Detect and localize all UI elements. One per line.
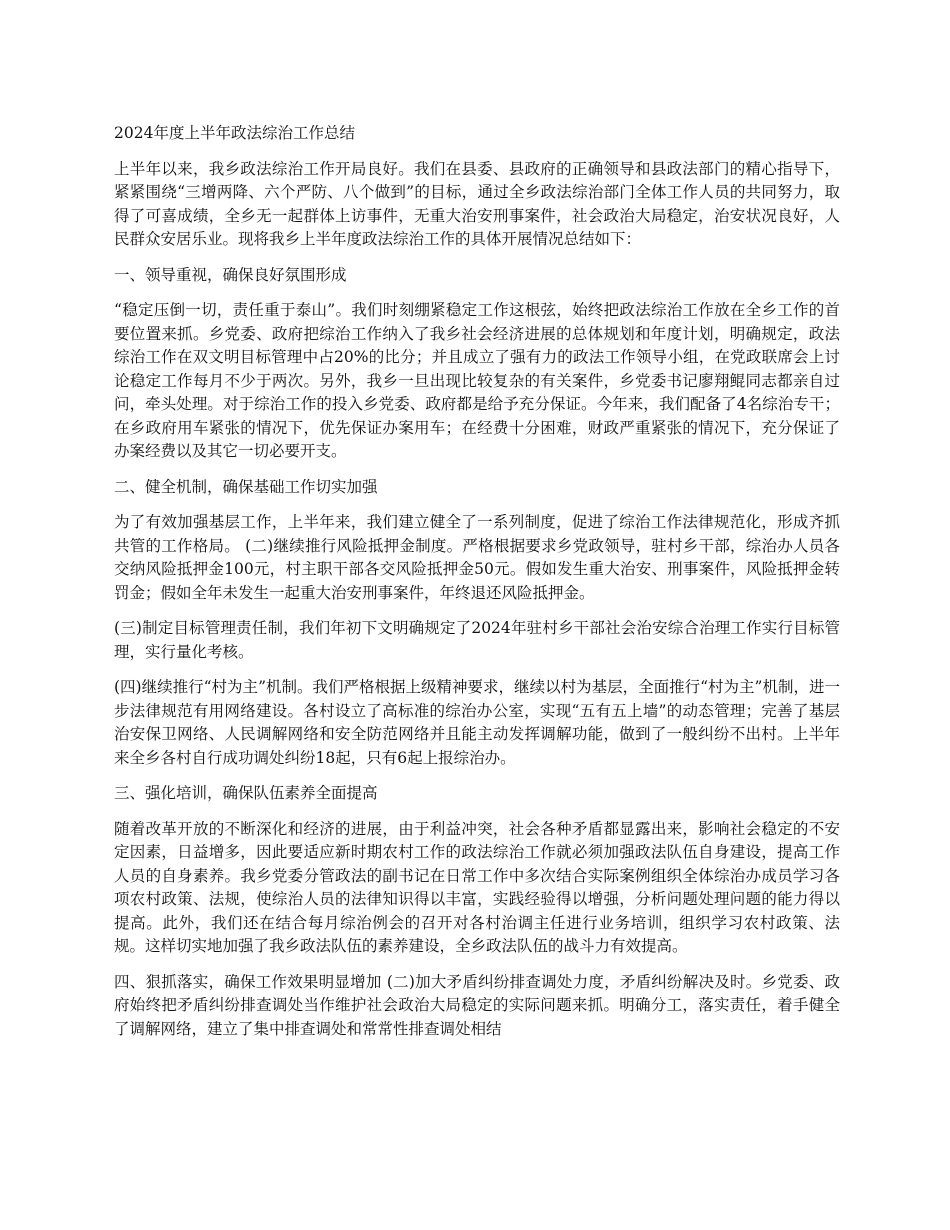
section-heading-3: 三、强化培训，确保队伍素养全面提高 bbox=[114, 784, 378, 802]
paragraph-village-mechanism: (四)继续推行“村为主”机制。我们严格根据上级精神要求，继续以村为基层，全面推行“村为主”机制，进一步法律规范有用网络建设。各村设立了高标准的综治办公室，实现“五有五上墙”的动态管理；完善了基层治安保卫网络、人民调解网络和安全防范网络并且能主动发挥调解功能，做到了一般纠纷不出村。上半年来全乡各村自行成功调处纠纷18起，只有6起上报综治办。 bbox=[114, 678, 840, 767]
section-heading-2: 二、健全机制，确保基础工作切实加强 bbox=[114, 477, 378, 496]
paragraph-target-management: (三)制定目标管理责任制，我们年初下文明确规定了2024年驻村乡干部社会治安综合治理工作实行目标管理，实行量化考核。 bbox=[114, 619, 840, 661]
paragraph-intro: 上半年以来，我乡政法综治工作开局良好。我们在县委、县政府的正确领导和县政法部门的精心指导下，紧紧围绕“三增两降、六个严防、八个做到”的目标，通过全乡政法综治部门全体工作人员的共同努力，取得了可喜成绩，全乡无一起群体上访事件，无重大治安刑事案件，社会政治大局稳定，治安状况良好，人民群众安居乐业。现将我乡上半年度政法综治工作的具体开展情况总结如下： bbox=[114, 159, 840, 248]
section-heading-1: 一、领导重视，确保良好氛围形成 bbox=[114, 265, 347, 284]
paragraph-leadership: “稳定压倒一切，责任重于泰山”。我们时刻绷紧稳定工作这根弦，始终把政法综治工作放在全乡工作的首要位置来抓。乡党委、政府把综治工作纳入了我乡社会经济进展的总体规划和年度计划，明确规定，政法综治工作在双文明目标管理中占20%的比分；并且成立了强有力的政法工作领导小组，在党政联席会上讨论稳定工作每月不少于两次。另外，我乡一旦出现比较复杂的有关案件，乡党委书记廖翔鲲同志都亲自过问，牵头处理。对于综治工作的投入乡党委、政府都是给予充分保证。今年来，我们配备了4名综治专干；在乡政府用车紧张的情况下，优先保证办案用车；在经费十分困难，财政严重紧张的情况下，充分保证了办案经费以及其它一切必要开支。 bbox=[114, 301, 840, 460]
document-page bbox=[114, 122, 840, 1053]
paragraph-training: 随着改革开放的不断深化和经济的进展，由于利益冲突，社会各种矛盾都显露出来，影响社会稳定的不安定因素，日益增多，因此要适应新时期农村工作的政法综治工作就必须加强政法队伍自身建设，提高工作人员的自身素养。我乡党委分管政法的副书记在日常工作中多次结合实际案例组织全体综治办成员学习各项农村政策、法规，使综治人员的法律知识得以丰富，实践经验得以增强，分析问题处理问题的能力得以提高。此外，我们还在结合每月综治例会的召开对各村治调主任进行业务培训，组织学习农村政策、法规。这样切实地加强了我乡政法队伍的素养建设，全乡政法队伍的战斗力有效提高。 bbox=[114, 819, 840, 955]
document-title: 2024年度上半年政法综治工作总结 bbox=[114, 124, 355, 142]
paragraph-mechanism: 为了有效加强基层工作，上半年来，我们建立健全了一系列制度，促进了综治工作法律规范化，形成齐抓共管的工作格局。 (二)继续推行风险抵押金制度。严格根据要求乡党政领导，驻村乡干部，综治办人员各交纳风险抵押金100元，村主职干部各交风险抵押金50元。假如发生重大治安、刑事案件，风险抵押金转罚金；假如全年未发生一起重大治安刑事案件，年终退还风险抵押金。 bbox=[114, 513, 840, 602]
paragraph-implementation: 四、狠抓落实，确保工作效果明显增加 (二)加大矛盾纠纷排查调处力度，矛盾纠纷解决及时。乡党委、政府始终把矛盾纠纷排查调处当作维护社会政治大局稳定的实际问题来抓。明确分工，落实责任，着手健全了调解网络，建立了集中排查调处和常常性排查调处相结 bbox=[114, 972, 840, 1038]
